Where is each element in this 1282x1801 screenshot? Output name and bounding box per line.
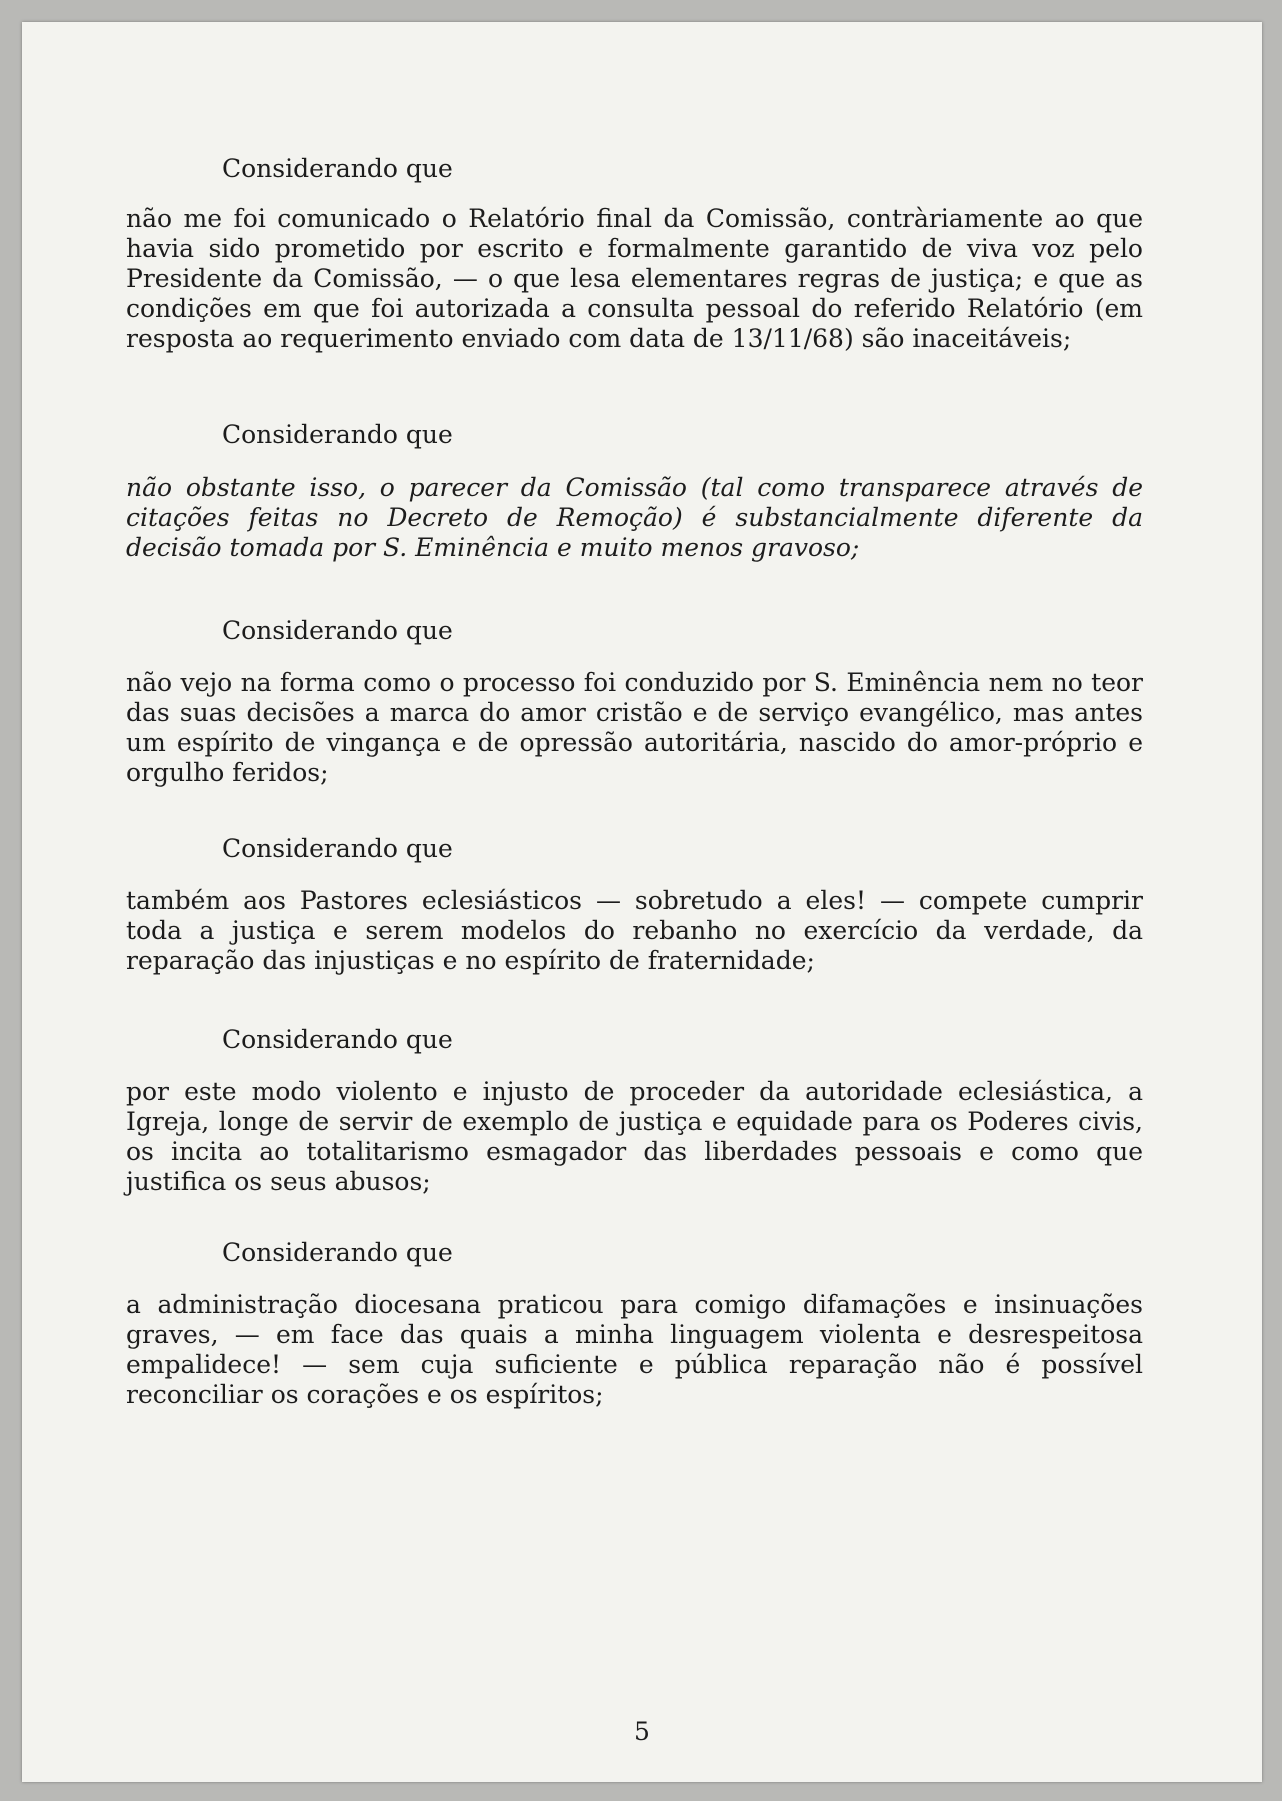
section-paragraph: a administração diocesana praticou para comigo difamações e insinuações graves, — em face das quais a minha linguagem violenta e desrespeitosa empalidece! — sem cuja suficiente e pública reparação não é possível reconciliar os corações e os espíritos;	[126, 1290, 1143, 1409]
section-heading: Considerando que	[222, 616, 453, 645]
section-heading: Considerando que	[222, 834, 453, 863]
section-heading: Considerando que	[222, 420, 453, 449]
section-paragraph: não obstante isso, o parecer da Comissão (tal como transparece através de citações feitas no Decreto de Remoção) é substancialmente diferente da decisão tomada por S. Eminência e muito menos gravoso;	[126, 473, 1143, 562]
page-number: 5	[634, 1717, 650, 1746]
section-paragraph: também aos Pastores eclesiásticos — sobretudo a eles! — compete cumprir toda a justiça e serem modelos do rebanho no exercício da verdade, da reparação das injustiças e no espírito de fraternidade;	[126, 886, 1143, 975]
document-page	[22, 22, 1262, 1782]
section-heading: Considerando que	[222, 154, 453, 183]
section-paragraph: não me foi comunicado o Relatório final da Comissão, contràriamente ao que havia sido prometido por escrito e formalmente garantido de viva voz pelo Presidente da Comissão, — o que lesa elementares regras de justiça; e que as condições em que foi autorizada a consulta pessoal do referido Relatório (em resposta ao requerimento enviado com data de 13/11/68) são inaceitáveis;	[126, 204, 1143, 353]
section-heading: Considerando que	[222, 1025, 453, 1054]
section-paragraph: não vejo na forma como o processo foi conduzido por S. Eminência nem no teor das suas decisões a marca do amor cristão e de serviço evangélico, mas antes um espírito de vingança e de opressão autoritária, nascido do amor-próprio e orgulho feridos;	[126, 668, 1143, 787]
section-heading: Considerando que	[222, 1238, 453, 1267]
section-paragraph: por este modo violento e injusto de proceder da autoridade eclesiástica, a Igreja, longe de servir de exemplo de justiça e equidade para os Poderes civis, os incita ao totalitarismo esmagador das liberdades pessoais e como que justifica os seus abusos;	[126, 1077, 1143, 1196]
